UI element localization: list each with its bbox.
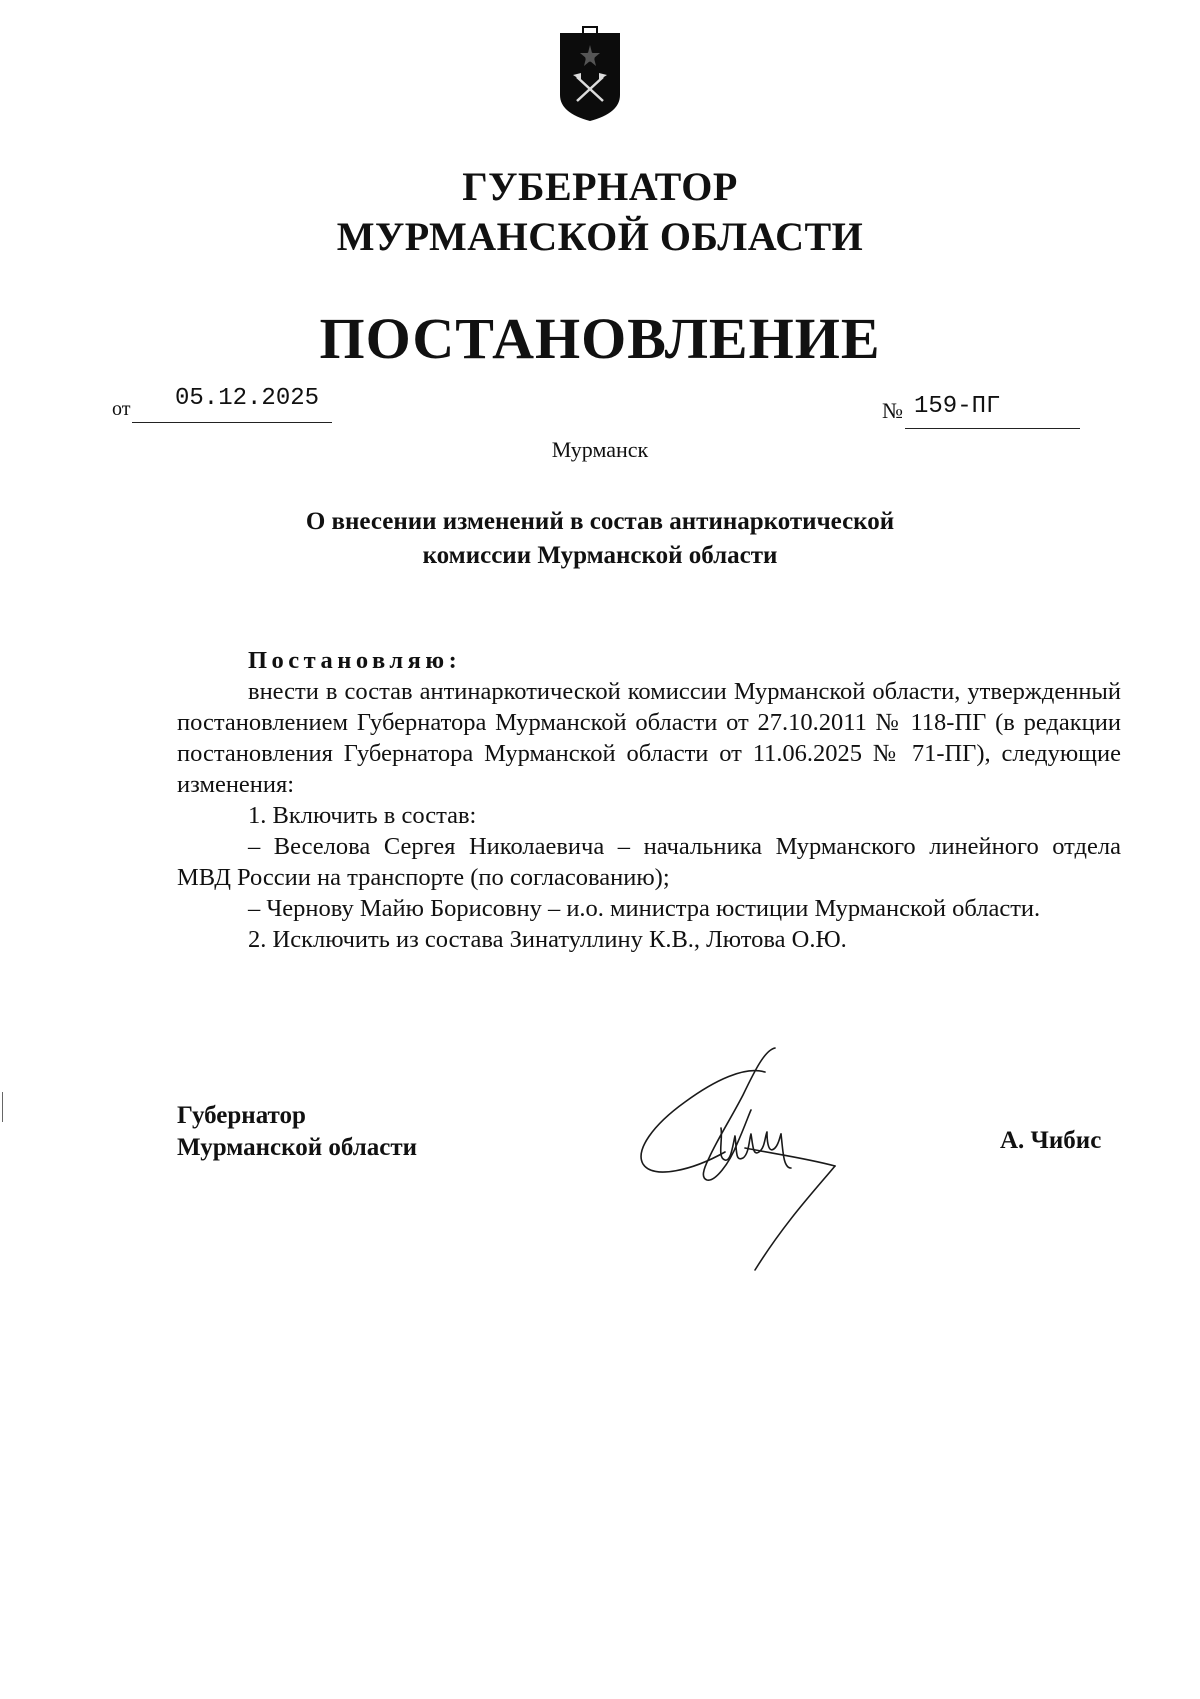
decree-word: Постановляю: [248, 647, 462, 674]
number-prefix: № [882, 398, 903, 423]
authority-line-2: МУРМАНСКОЙ ОБЛАСТИ [336, 214, 864, 259]
body-paragraph-1: внести в состав антинаркотической комиссии Мурманской области, утвержденный постановлением Губернатора Мурманской области от 27.10.2011 № 118-ПГ (в редакции постановления Губернатора Мурманской области от 11.06.2025 № 71-ПГ), следующие изменения: [177, 678, 1121, 798]
murmansk-coat-of-arms-icon [545, 25, 635, 125]
signatory-title-line-1: Губернатор [177, 1102, 306, 1129]
document-number: 159-ПГ [914, 393, 1001, 420]
document-type: ПОСТАНОВЛЕНИЕ [319, 306, 881, 371]
scan-margin-mark [2, 1092, 3, 1122]
document-body [177, 645, 1121, 955]
document-date: 05.12.2025 [175, 385, 320, 412]
signatory-name: А. Чибис [1000, 1127, 1102, 1154]
list-item-1a: – Веселова Сергея Николаевича – начальника Мурманского линейного отдела МВД России на транспорте (по согласованию); [177, 833, 1121, 891]
date-prefix: от [112, 398, 131, 420]
signatory-title-line-2: Мурманской области [177, 1134, 418, 1161]
handwritten-signature-icon [625, 1040, 865, 1280]
list-item-1b: – Чернову Майю Борисовну – и.о. министра юстиции Мурманской области. [248, 895, 1041, 922]
subject-line-1: О внесении изменений в состав антинаркотической [305, 508, 895, 535]
subject-line-2: комиссии Мурманской области [422, 542, 778, 569]
list-item-1: 1. Включить в состав: [248, 802, 477, 829]
issuing-authority [0, 162, 1200, 262]
document-subject [0, 505, 1200, 573]
authority-line-1: ГУБЕРНАТОР [462, 164, 738, 209]
signatory-title [177, 1100, 417, 1164]
document-city: Мурманск [551, 437, 649, 462]
list-item-2: 2. Исключить из состава Зинатуллину К.В., Лютова О.Ю. [248, 926, 847, 953]
